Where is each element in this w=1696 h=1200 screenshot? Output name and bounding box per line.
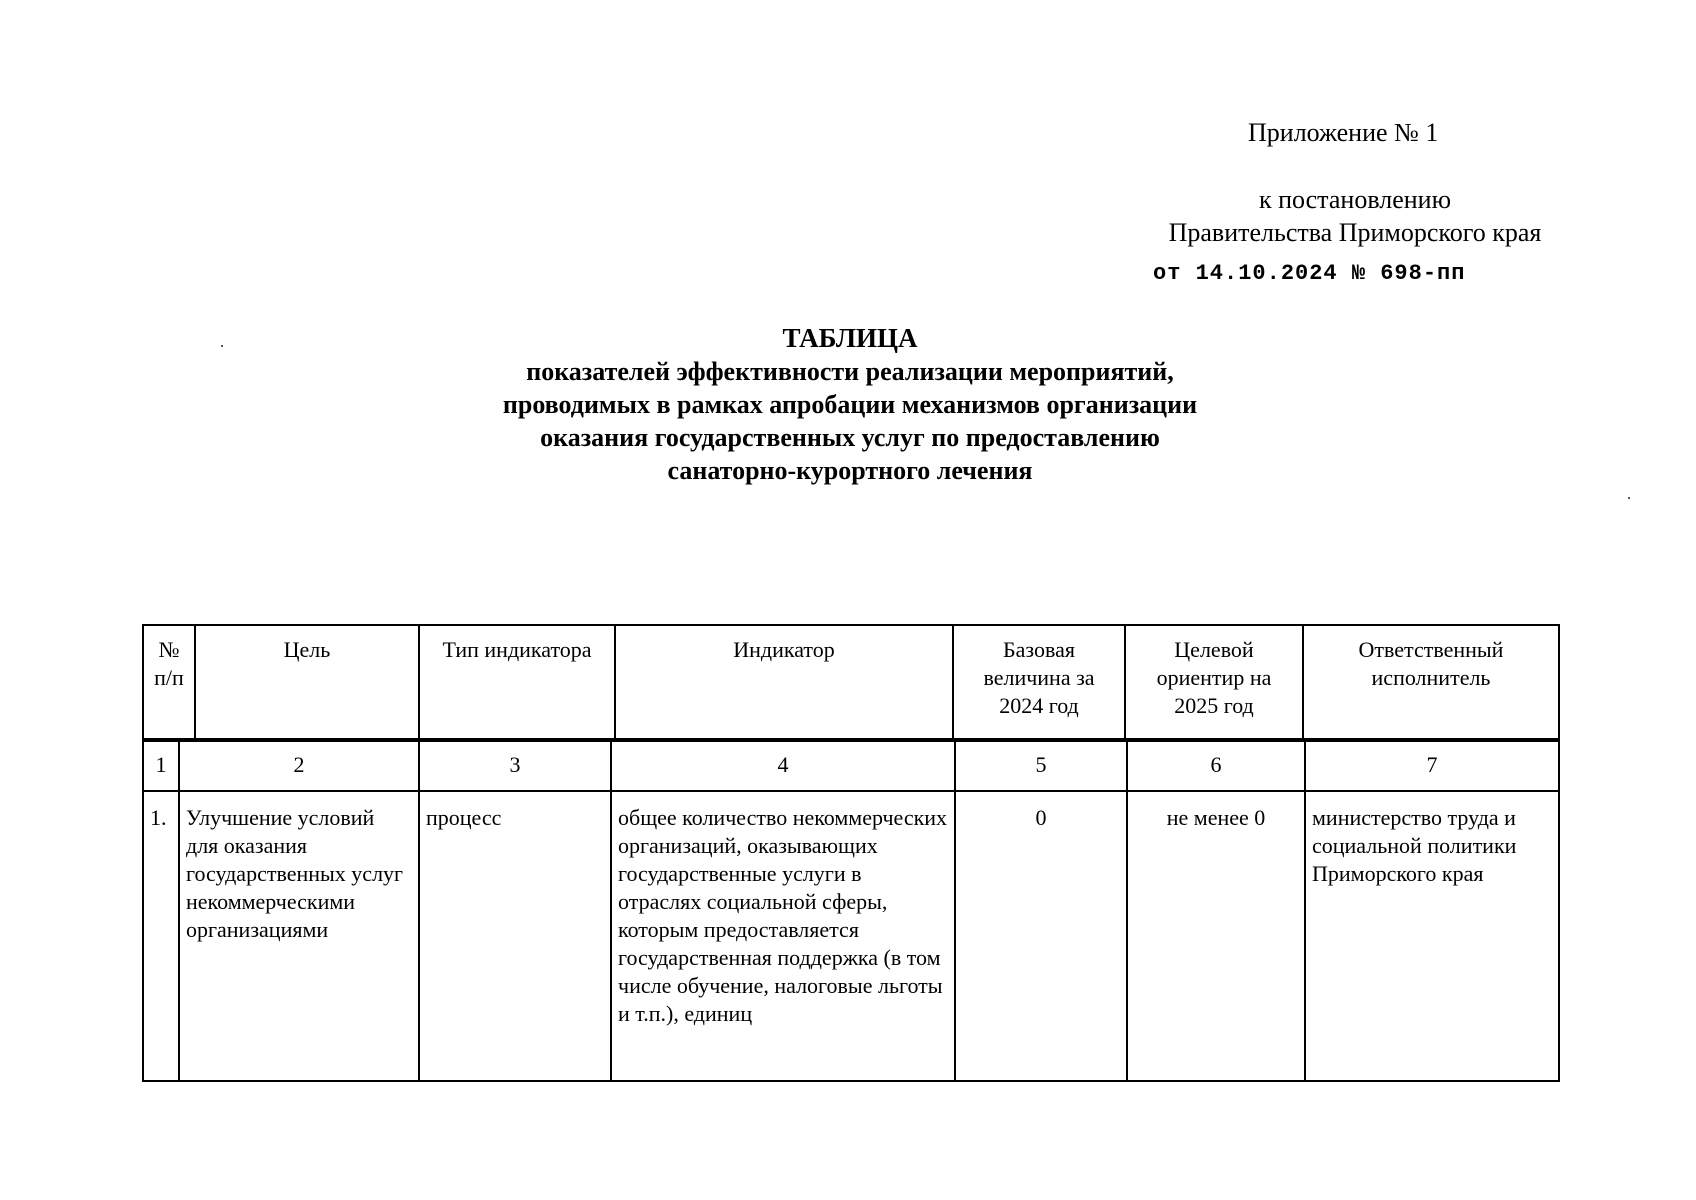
column-number: 6	[1127, 739, 1305, 791]
title-line-4: оказания государственных услуг по предоставлению	[540, 423, 1160, 452]
header-row	[143, 625, 1559, 741]
resolution-reference	[1145, 183, 1565, 249]
row-indicator: общее количество некоммерческих организаций, оказывающих государственные услуги в отраслях социальной сферы, которым предоставляется государственная поддержка (в том числе обучение, налоговые льготы и т.п.), единиц	[611, 791, 955, 1081]
scan-speck	[221, 345, 223, 347]
row-base-value: 0	[955, 791, 1127, 1081]
column-header-base: Базовая величина за 2024 год	[953, 625, 1125, 741]
column-number: 3	[419, 739, 611, 791]
resolution-line-1: к постановлению	[1258, 185, 1452, 214]
row-number: 1.	[143, 791, 179, 1081]
row-goal: Улучшение условий для оказания государственных услуг некоммерческими организациями	[179, 791, 419, 1081]
column-number: 5	[955, 739, 1127, 791]
column-number: 7	[1305, 739, 1559, 791]
resolution-line-2: Правительства Приморского края	[1168, 218, 1542, 247]
column-header-responsible: Ответственный исполнитель	[1303, 625, 1559, 741]
column-number: 2	[179, 739, 419, 791]
column-header-target: Целевой ориентир на 2025 год	[1125, 625, 1303, 741]
title-line-2: показателей эффективности реализации мероприятий,	[526, 357, 1174, 386]
row-target-value: не менее 0	[1127, 791, 1305, 1081]
column-header-indicator: Индикатор	[615, 625, 953, 741]
row-indicator-type: процесс	[419, 791, 611, 1081]
title-line-3: проводимых в рамках апробации механизмов организации	[502, 390, 1198, 419]
column-number: 4	[611, 739, 955, 791]
column-header-indicator-type: Тип индикатора	[419, 625, 615, 741]
column-header-goal: Цель	[195, 625, 419, 741]
title-heading: ТАБЛИЦА	[782, 323, 918, 353]
document-title	[400, 322, 1300, 487]
column-number-row	[143, 739, 1559, 791]
table-header	[142, 624, 1560, 742]
title-line-5: санаторно-курортного лечения	[667, 456, 1033, 485]
row-responsible: министерство труда и социальной политики Приморского края	[1305, 791, 1559, 1081]
table-row	[143, 791, 1559, 1081]
scan-speck	[1628, 497, 1630, 499]
table-body	[142, 738, 1560, 1082]
date-number-stamp: от 14.10.2024 № 698-пп	[1153, 261, 1466, 286]
column-header-num: № п/п	[143, 625, 195, 741]
appendix-label: Приложение № 1	[1248, 118, 1439, 147]
column-number: 1	[143, 739, 179, 791]
